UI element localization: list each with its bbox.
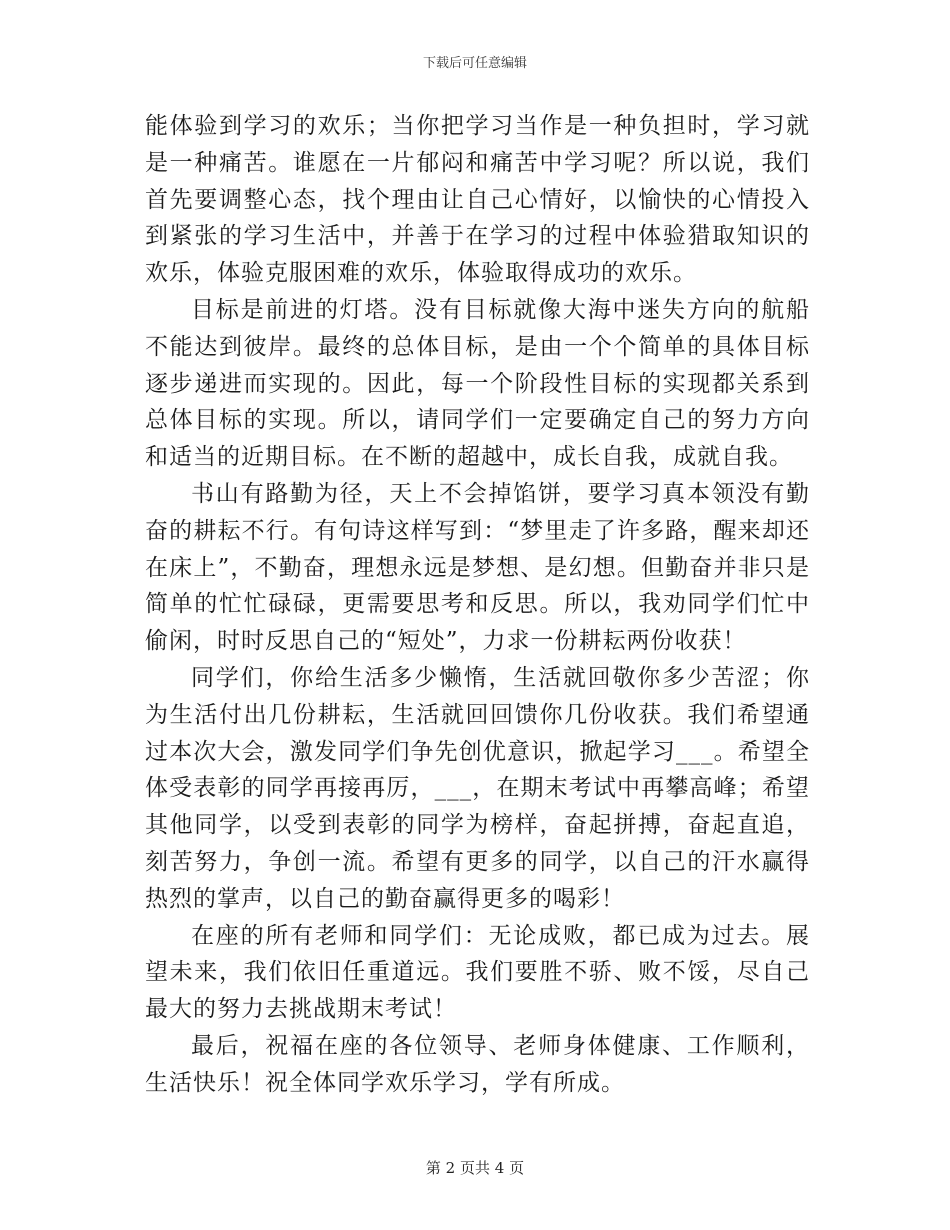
paragraph-future: 在座的所有老师和同学们：无论成败，都已成为过去。展望未来，我们依旧任重道远。我们要胜不骄、败不馁，尽自己最大的努力去挑战期末考试！ xyxy=(145,922,810,1023)
page-header: 下载后可任意编辑 xyxy=(422,56,527,71)
paragraph-goal: 目标是前进的灯塔。没有目标就像大海中迷失方向的航船不能达到彼岸。最终的总体目标，是由一个个简单的具体目标逐步递进而实现的。因此，每一个阶段性目标的实现都关系到总体目标的实现。所以，请同学们一定要确定自己的努力方向和适当的近期目标。在不断的超越中，成长自我，成就自我。 xyxy=(145,296,810,471)
body-text xyxy=(145,108,810,1102)
page-footer: 第 2 页共 4 页 xyxy=(425,1159,525,1177)
paragraph-continued: 能体验到学习的欢乐；当你把学习当作是一种负担时，学习就是一种痛苦。谁愿在一片郁闷和痛苦中学习呢？所以说，我们首先要调整心态，找个理由让自己心情好，以愉快的心情投入到紧张的学习生活中，并善于在学习的过程中体验猎取知识的欢乐，体验克服困难的欢乐，体验取得成功的欢乐。 xyxy=(145,113,810,287)
paragraph-diligence: 书山有路勤为径，天上不会掉馅饼，要学习真本领没有勤奋的耕耘不行。有句诗这样写到：“梦里走了许多路，醒来却还在床上”，不勤奋，理想永远是梦想、是幻想。但勤奋并非只是简单的忙忙碌碌，更需要思考和反思。所以，我劝同学们忙中偷闲，时时反思自己的“短处”，力求一份耕耘两份收获！ xyxy=(145,480,810,655)
paragraph-closing: 最后，祝福在座的各位领导、老师身体健康、工作顺利，生活快乐！祝全体同学欢乐学习，学有所成。 xyxy=(145,1032,810,1096)
paragraph-students: 同学们，你给生活多少懒惰，生活就回敬你多少苦涩；你为生活付出几份耕耘，生活就回回馈你几份收获。我们希望通过本次大会，激发同学们争先创优意识，掀起学习___。希望全体受表彰的同学再接再厉，___，在期末考试中再攀高峰；希望其他同学，以受到表彰的同学为榜样，奋起拼搏，奋起直追，刻苦努力，争创一流。希望有更多的同学，以自己的汗水赢得热烈的掌声，以自己的勤奋赢得更多的喝彩！ xyxy=(145,664,810,912)
